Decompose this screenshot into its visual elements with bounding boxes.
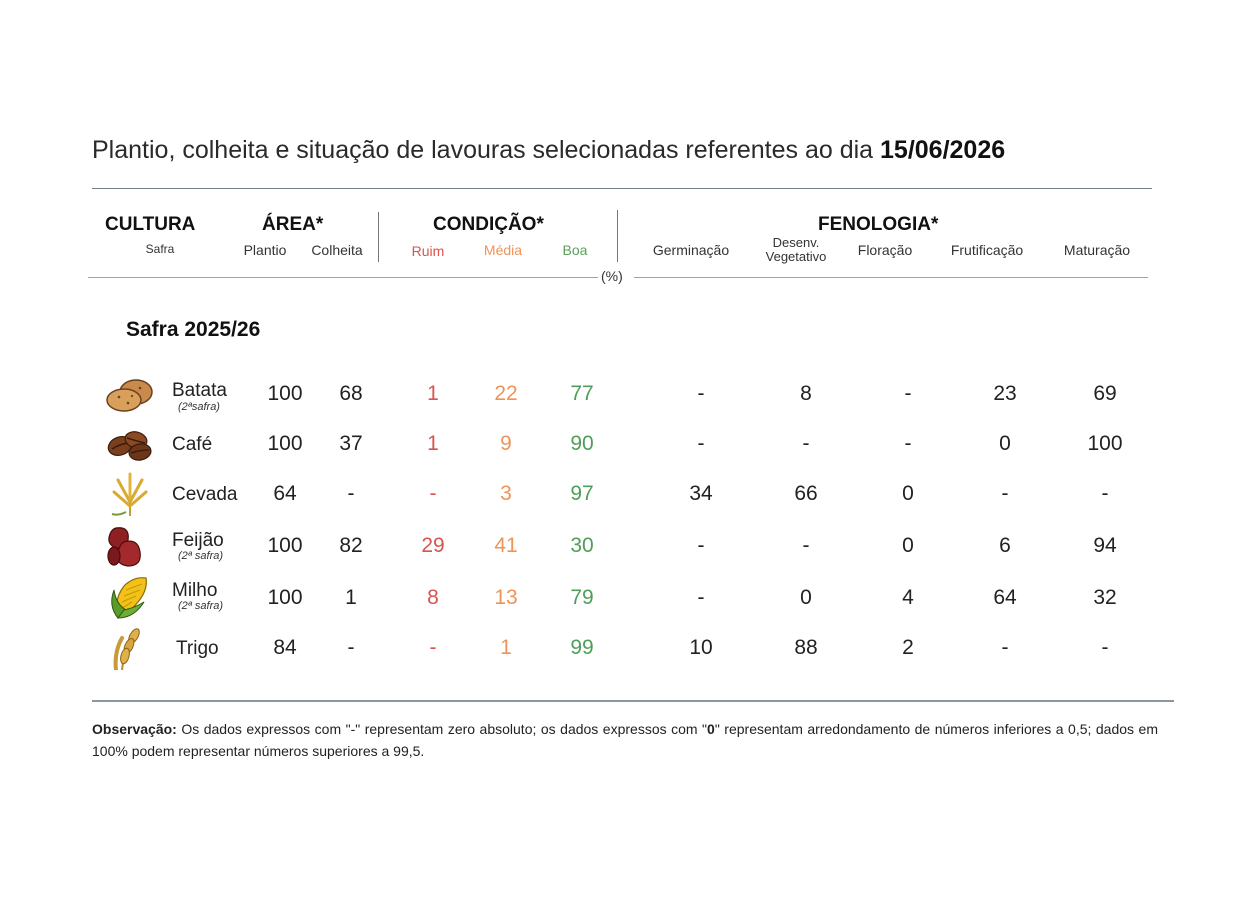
cell-maturacao: 100 (1087, 432, 1123, 455)
cell-frutificacao: 6 (999, 534, 1011, 557)
table-row (0, 422, 1250, 470)
cell-ruim: 8 (427, 586, 439, 609)
header-maturacao: Maturação (1063, 242, 1131, 258)
corn-icon (104, 576, 156, 620)
cell-boa: 90 (570, 432, 594, 455)
crop-name: Café (172, 434, 213, 455)
cell-colheita: 1 (345, 586, 357, 609)
cell-frutificacao: 23 (993, 382, 1017, 405)
observation-bold-zero: 0 (707, 721, 715, 737)
table-row (0, 576, 1250, 624)
cell-maturacao: 69 (1093, 382, 1117, 405)
header-rule-left (88, 277, 598, 278)
crop-name: Milho (172, 580, 218, 601)
top-rule (92, 188, 1152, 189)
page-title (92, 136, 1005, 165)
cell-media: 22 (494, 382, 518, 405)
cell-boa: 30 (570, 534, 594, 557)
safra-label: Safra 2025/26 (126, 318, 261, 341)
header-desenv-vegetativo (752, 236, 840, 264)
header-fenologia: FENOLOGIA* (818, 214, 939, 235)
cell-floracao: 0 (902, 482, 914, 505)
cell-germinacao: 34 (689, 482, 713, 505)
divider-condicao (617, 210, 618, 262)
cell-frutificacao: 0 (999, 432, 1011, 455)
cell-ruim: 1 (427, 432, 439, 455)
cell-media: 41 (494, 534, 518, 557)
cell-germinacao: - (697, 534, 705, 557)
cell-colheita: 37 (339, 432, 363, 455)
cell-colheita: 68 (339, 382, 363, 405)
cell-ruim: - (429, 636, 437, 659)
cell-floracao: 2 (902, 636, 914, 659)
cell-ruim: 1 (427, 382, 439, 405)
header-germinacao: Germinação (652, 242, 730, 258)
title-text: Plantio, colheita e situação de lavouras selecionadas referentes ao dia (92, 136, 881, 164)
cell-germinacao: - (697, 586, 705, 609)
observation-note (92, 718, 1158, 762)
cell-frutificacao: - (1001, 636, 1009, 659)
bottom-rule (92, 700, 1174, 702)
cell-germinacao: - (697, 382, 705, 405)
cell-maturacao: 94 (1093, 534, 1117, 557)
percent-label: (%) (601, 268, 623, 284)
cell-media: 3 (500, 482, 512, 505)
cell-plantio: 100 (267, 534, 303, 557)
cell-frutificacao: - (1001, 482, 1009, 505)
cell-floracao: - (904, 382, 912, 405)
cell-boa: 79 (570, 586, 594, 609)
observation-text-2: " representam arredondamento de números inferiores a 0,5; dados em 100% podem representar números superiores a 99,5. (92, 721, 1158, 759)
cell-germinacao: - (697, 432, 705, 455)
cell-desenv: 66 (794, 482, 818, 505)
cell-colheita: - (347, 482, 355, 505)
cell-maturacao: - (1101, 636, 1109, 659)
cell-frutificacao: 64 (993, 586, 1017, 609)
crop-note: (2ª safra) (178, 600, 224, 612)
title-date: 15/06/2026 (880, 136, 1006, 164)
cell-colheita: - (347, 636, 355, 659)
cell-plantio: 64 (273, 482, 297, 505)
crop-name: Batata (172, 380, 227, 401)
header-area: ÁREA* (262, 214, 324, 235)
crop-note: (2ªsafra) (178, 401, 220, 413)
bean-icon (104, 524, 156, 568)
cell-maturacao: - (1101, 482, 1109, 505)
header-safra: Safra (145, 242, 175, 256)
cell-plantio: 100 (267, 586, 303, 609)
header-condicao: CONDIÇÃO* (433, 214, 544, 235)
header-desenv-line2: Vegetativo (765, 249, 827, 264)
cell-desenv: 88 (794, 636, 818, 659)
cell-colheita: 82 (339, 534, 363, 557)
cell-plantio: 100 (267, 382, 303, 405)
crop-name: Feijão (172, 530, 224, 551)
header-cultura: CULTURA (105, 214, 196, 235)
cell-ruim: 29 (421, 534, 445, 557)
cell-boa: 97 (570, 482, 594, 505)
cell-plantio: 84 (273, 636, 297, 659)
crop-name: Trigo (176, 638, 219, 659)
cell-ruim: - (429, 482, 437, 505)
table-row (0, 472, 1250, 520)
header-media: Média (483, 242, 523, 258)
crop-note: (2ª safra) (178, 550, 224, 562)
potato-icon (104, 372, 156, 416)
cell-desenv: - (802, 534, 810, 557)
barley-icon (104, 472, 156, 516)
table-row (0, 524, 1250, 572)
header-ruim: Ruim (411, 243, 445, 259)
cell-media: 13 (494, 586, 518, 609)
table-row (0, 372, 1250, 420)
table-row (0, 626, 1250, 674)
header-rule-right (634, 277, 1148, 278)
divider-area (378, 212, 379, 262)
cell-desenv: - (802, 432, 810, 455)
header-floracao: Floração (857, 242, 913, 258)
cell-media: 9 (500, 432, 512, 455)
cell-desenv: 0 (800, 586, 812, 609)
crop-name: Cevada (172, 484, 238, 505)
cell-media: 1 (500, 636, 512, 659)
cell-desenv: 8 (800, 382, 812, 405)
header-desenv-line1: Desenv. (772, 235, 820, 250)
cell-germinacao: 10 (689, 636, 713, 659)
cell-plantio: 100 (267, 432, 303, 455)
cell-floracao: 4 (902, 586, 914, 609)
cell-maturacao: 32 (1093, 586, 1117, 609)
cell-floracao: - (904, 432, 912, 455)
header-boa: Boa (562, 242, 588, 258)
header-plantio: Plantio (243, 242, 287, 258)
cell-boa: 77 (570, 382, 594, 405)
observation-text-1: Os dados expressos com "-" representam zero absoluto; os dados expressos com " (176, 721, 708, 737)
coffee-beans-icon (104, 422, 156, 466)
header-frutificacao: Frutificação (950, 242, 1024, 258)
wheat-icon (104, 626, 156, 670)
header-colheita: Colheita (311, 242, 363, 258)
observation-label: Observação: (92, 721, 177, 737)
cell-boa: 99 (570, 636, 594, 659)
cell-floracao: 0 (902, 534, 914, 557)
